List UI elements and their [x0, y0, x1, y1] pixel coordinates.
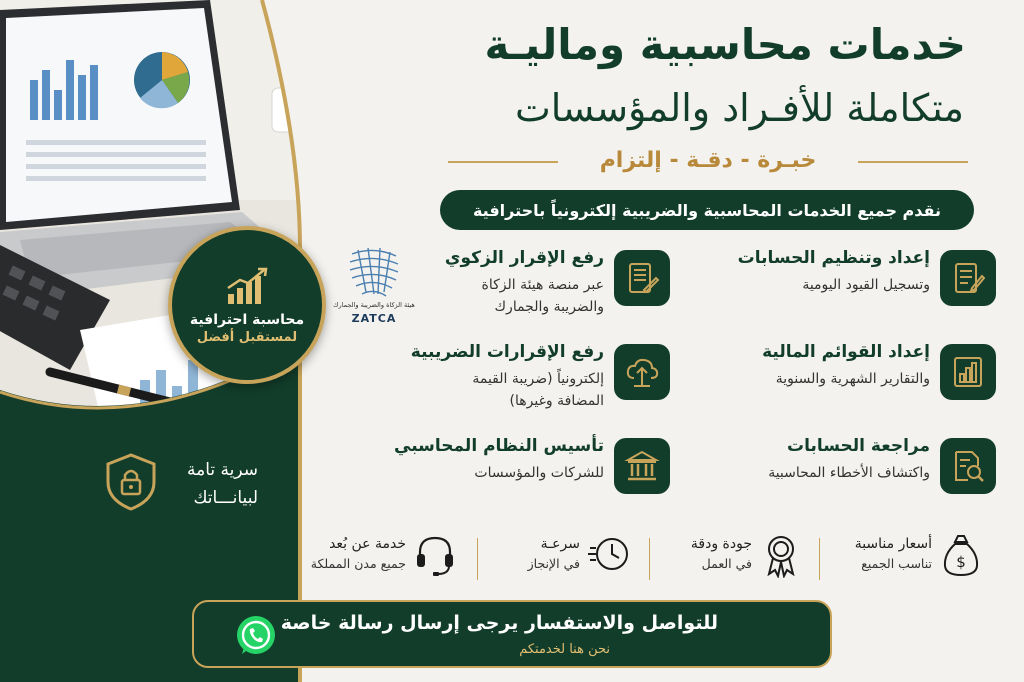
- features-row: [292, 528, 982, 594]
- privacy-text: [187, 456, 258, 512]
- service-item: [716, 342, 996, 422]
- bank-building-icon: [624, 448, 660, 484]
- zatca-english-name: ZATCA: [351, 312, 397, 325]
- service-title: مراجعة الحسابات: [787, 436, 930, 456]
- service-item: [716, 436, 996, 516]
- bar-chart-icon: [950, 354, 986, 390]
- cloud-upload-icon: [624, 354, 660, 390]
- feature-item: [292, 528, 456, 588]
- sub-title: متكاملة للأفـراد والمؤسسات: [514, 86, 964, 130]
- service-title: إعداد وتنظيم الحسابات: [737, 248, 930, 268]
- privacy-line1: سرية تامة: [186, 460, 258, 480]
- badge-line2: لمستقبل أفضل: [196, 329, 298, 345]
- service-icon-box: [940, 344, 996, 400]
- service-desc: واكتشاف الأخطاء المحاسبية: [768, 465, 930, 481]
- service-title: تأسيس النظام المحاسبي: [394, 436, 604, 456]
- badge-line1: محاسبة احترافية: [189, 311, 305, 328]
- feature-line2: جميع مدن المملكة: [310, 556, 406, 571]
- service-item: [394, 436, 670, 516]
- feature-line2: في العمل: [701, 556, 752, 571]
- service-desc: والتقارير الشهرية والسنوية: [775, 371, 930, 387]
- privacy-line2: لبيانـــاتك: [193, 488, 258, 508]
- whatsapp-icon[interactable]: [234, 614, 278, 658]
- zatca-emblem: [344, 244, 404, 300]
- service-title: رفع الإقرار الزكوي: [444, 248, 604, 268]
- service-icon-box: [614, 438, 670, 494]
- document-search-icon: [950, 448, 986, 484]
- service-item: [410, 342, 670, 422]
- feature-line1: سرعـة: [540, 536, 580, 552]
- service-icon-box: [940, 250, 996, 306]
- service-item: [716, 248, 996, 328]
- feature-line2: في الإنجاز: [527, 556, 580, 571]
- feature-divider: [477, 538, 478, 580]
- service-desc: عبر منصة هيئة الزكاة والضريبة والجمارك: [481, 277, 604, 315]
- feature-item: [480, 528, 630, 588]
- feature-divider: [649, 538, 650, 580]
- lock-shield-icon: [104, 452, 158, 512]
- feature-line2: تناسب الجميع: [861, 556, 932, 571]
- feature-line1: أسعار مناسبة: [854, 536, 932, 552]
- feature-line1: خدمة عن بُعد: [329, 536, 406, 552]
- tagline-row: [448, 148, 968, 176]
- service-icon-box: [614, 344, 670, 400]
- main-title: خدمات محاسبية وماليـة: [484, 20, 966, 69]
- zatca-arabic-name: هيئة الزكاة والضريبة والجمارك: [333, 301, 415, 309]
- notebook-pen-icon: [950, 260, 986, 296]
- money-bag-icon: [940, 532, 982, 578]
- award-ribbon-icon: [760, 532, 802, 578]
- contact-sub-text: نحن هنا لخدمتكم: [519, 642, 610, 657]
- service-desc: للشركات والمؤسسات: [474, 465, 604, 481]
- privacy-note: [104, 452, 264, 522]
- feature-line1: جودة ودقة: [690, 536, 752, 552]
- contact-main-text: للتواصل والاستفسار يرجى إرسال رسالة خاصة: [280, 612, 718, 634]
- service-desc: إلكترونياً (ضريبة القيمة المضافة وغيرها): [472, 371, 604, 409]
- professional-badge: [168, 226, 326, 384]
- tagline: خبـرة - دقـة - إلتزام: [599, 148, 817, 173]
- service-desc: وتسجيل القيود اليومية: [802, 277, 930, 293]
- feature-item: [832, 528, 982, 588]
- service-title: رفع الإقرارات الضريبية: [410, 342, 604, 362]
- service-title: إعداد القوائم المالية: [762, 342, 930, 362]
- growth-chart-icon: [224, 266, 270, 306]
- zatca-logo: [330, 244, 418, 344]
- headset-icon: [414, 532, 456, 578]
- document-sign-icon: [624, 260, 660, 296]
- service-icon-box: [614, 250, 670, 306]
- service-icon-box: [940, 438, 996, 494]
- svg-text:$: $: [956, 553, 966, 571]
- feature-item: [652, 528, 802, 588]
- fast-clock-icon: [588, 532, 630, 578]
- service-item: [430, 248, 670, 328]
- feature-divider: [819, 538, 820, 580]
- contact-bar[interactable]: [192, 600, 832, 668]
- intro-banner: نقدم جميع الخدمات المحاسبية والضريبية إلكترونياً باحترافية: [440, 190, 974, 230]
